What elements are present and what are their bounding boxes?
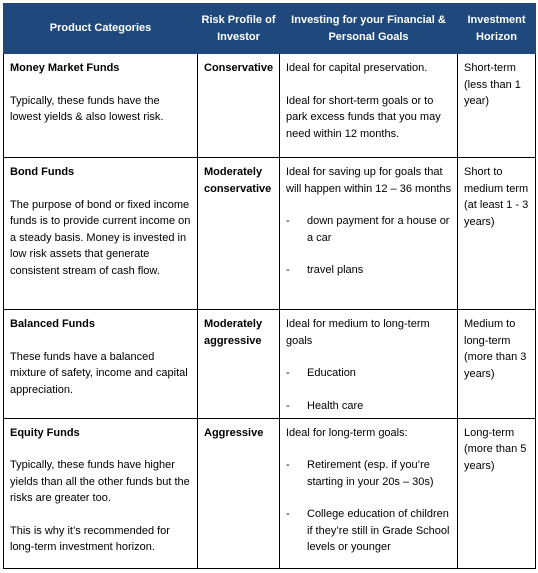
goal-item-text: Education (307, 367, 356, 380)
category-name: Bond Funds (10, 166, 75, 179)
risk-cell (198, 54, 280, 158)
horizon-cell (458, 158, 536, 310)
goals-intro: Ideal for capital preservation. (286, 62, 428, 74)
dash-bullet: - (286, 399, 290, 412)
investment-table (3, 3, 536, 569)
investment-horizon: Long-term (more than 5 years) (464, 426, 527, 472)
category-description: This is why it’s recommended for long-term investment horizon. (10, 524, 170, 554)
goal-item (286, 365, 452, 382)
goal-item-text: Health care (307, 399, 364, 412)
investment-horizon: Short to medium term (at least 1 - 3 years) (464, 166, 529, 228)
goal-item (286, 398, 452, 415)
category-cell (4, 418, 198, 568)
header-risk-profile: Risk Profile of Investor (198, 4, 280, 54)
goal-item (286, 213, 452, 246)
goals-extra: Ideal for short-term goals or to park excess funds that you may need within 12 months. (286, 94, 441, 140)
category-cell (4, 158, 198, 310)
dash-bullet: - (286, 367, 290, 380)
horizon-cell (458, 310, 536, 418)
risk-profile: Conservative (204, 62, 274, 74)
category-name: Money Market Funds (10, 62, 120, 74)
dash-bullet: - (286, 215, 290, 228)
investment-horizon: Short-term (less than 1 year) (464, 62, 521, 107)
header-row (4, 4, 536, 54)
category-description: Typically, these funds have the lowest yields & also lowest risk. (10, 94, 164, 123)
table-row (4, 54, 536, 158)
goals-cell (280, 54, 458, 158)
risk-cell (198, 310, 280, 418)
goal-item (286, 262, 452, 279)
category-cell (4, 54, 198, 158)
risk-profile: Moderately conservative (204, 166, 272, 195)
category-description: The purpose of bond or fixed income funds is to provide current income on a steady basis. Money is invested in low risk assets that generate consistent stream of cash flow. (10, 198, 191, 277)
goals-cell (280, 158, 458, 310)
risk-profile: Aggressive (204, 426, 264, 439)
category-description: Typically, these funds have higher yields than all the other funds but the risks are greater too. (10, 459, 190, 505)
investment-horizon: Medium to long-term (more than 3 years) (464, 318, 527, 380)
horizon-cell (458, 54, 536, 158)
goals-cell (280, 418, 458, 568)
risk-profile: Moderately aggressive (204, 318, 263, 347)
category-cell (4, 310, 198, 418)
header-product-categories: Product Categories (4, 4, 198, 54)
risk-cell (198, 418, 280, 568)
table-row (4, 310, 536, 418)
goal-item (286, 506, 452, 556)
horizon-cell (458, 418, 536, 568)
goals-cell (280, 310, 458, 418)
goal-item (286, 457, 452, 490)
table-row (4, 158, 536, 310)
dash-bullet: - (286, 264, 290, 277)
risk-cell (198, 158, 280, 310)
goals-intro: Ideal for medium to long-term goals (286, 318, 430, 347)
category-name: Equity Funds (10, 426, 80, 439)
category-name: Balanced Funds (10, 318, 95, 331)
dash-bullet: - (286, 459, 290, 472)
goals-intro: Ideal for long-term goals: (286, 426, 408, 439)
dash-bullet: - (286, 508, 290, 521)
goal-item-text: Retirement (esp. if you’re starting in your 20s – 30s) (307, 459, 434, 488)
header-investment-horizon: Investment Horizon (458, 4, 536, 54)
goal-item-text: travel plans (307, 264, 364, 277)
goal-item-text: down payment for a house or a car (307, 215, 450, 244)
goals-intro: Ideal for saving up for goals that will happen within 12 – 36 months (286, 166, 452, 195)
category-description: These funds have a balanced mixture of safety, income and capital appreciation. (10, 350, 188, 396)
table-row (4, 418, 536, 568)
goal-item-text: College education of children if they’re still in Grade School levels or younger (307, 508, 450, 554)
header-investing-goals: Investing for your Financial & Personal Goals (280, 4, 458, 54)
